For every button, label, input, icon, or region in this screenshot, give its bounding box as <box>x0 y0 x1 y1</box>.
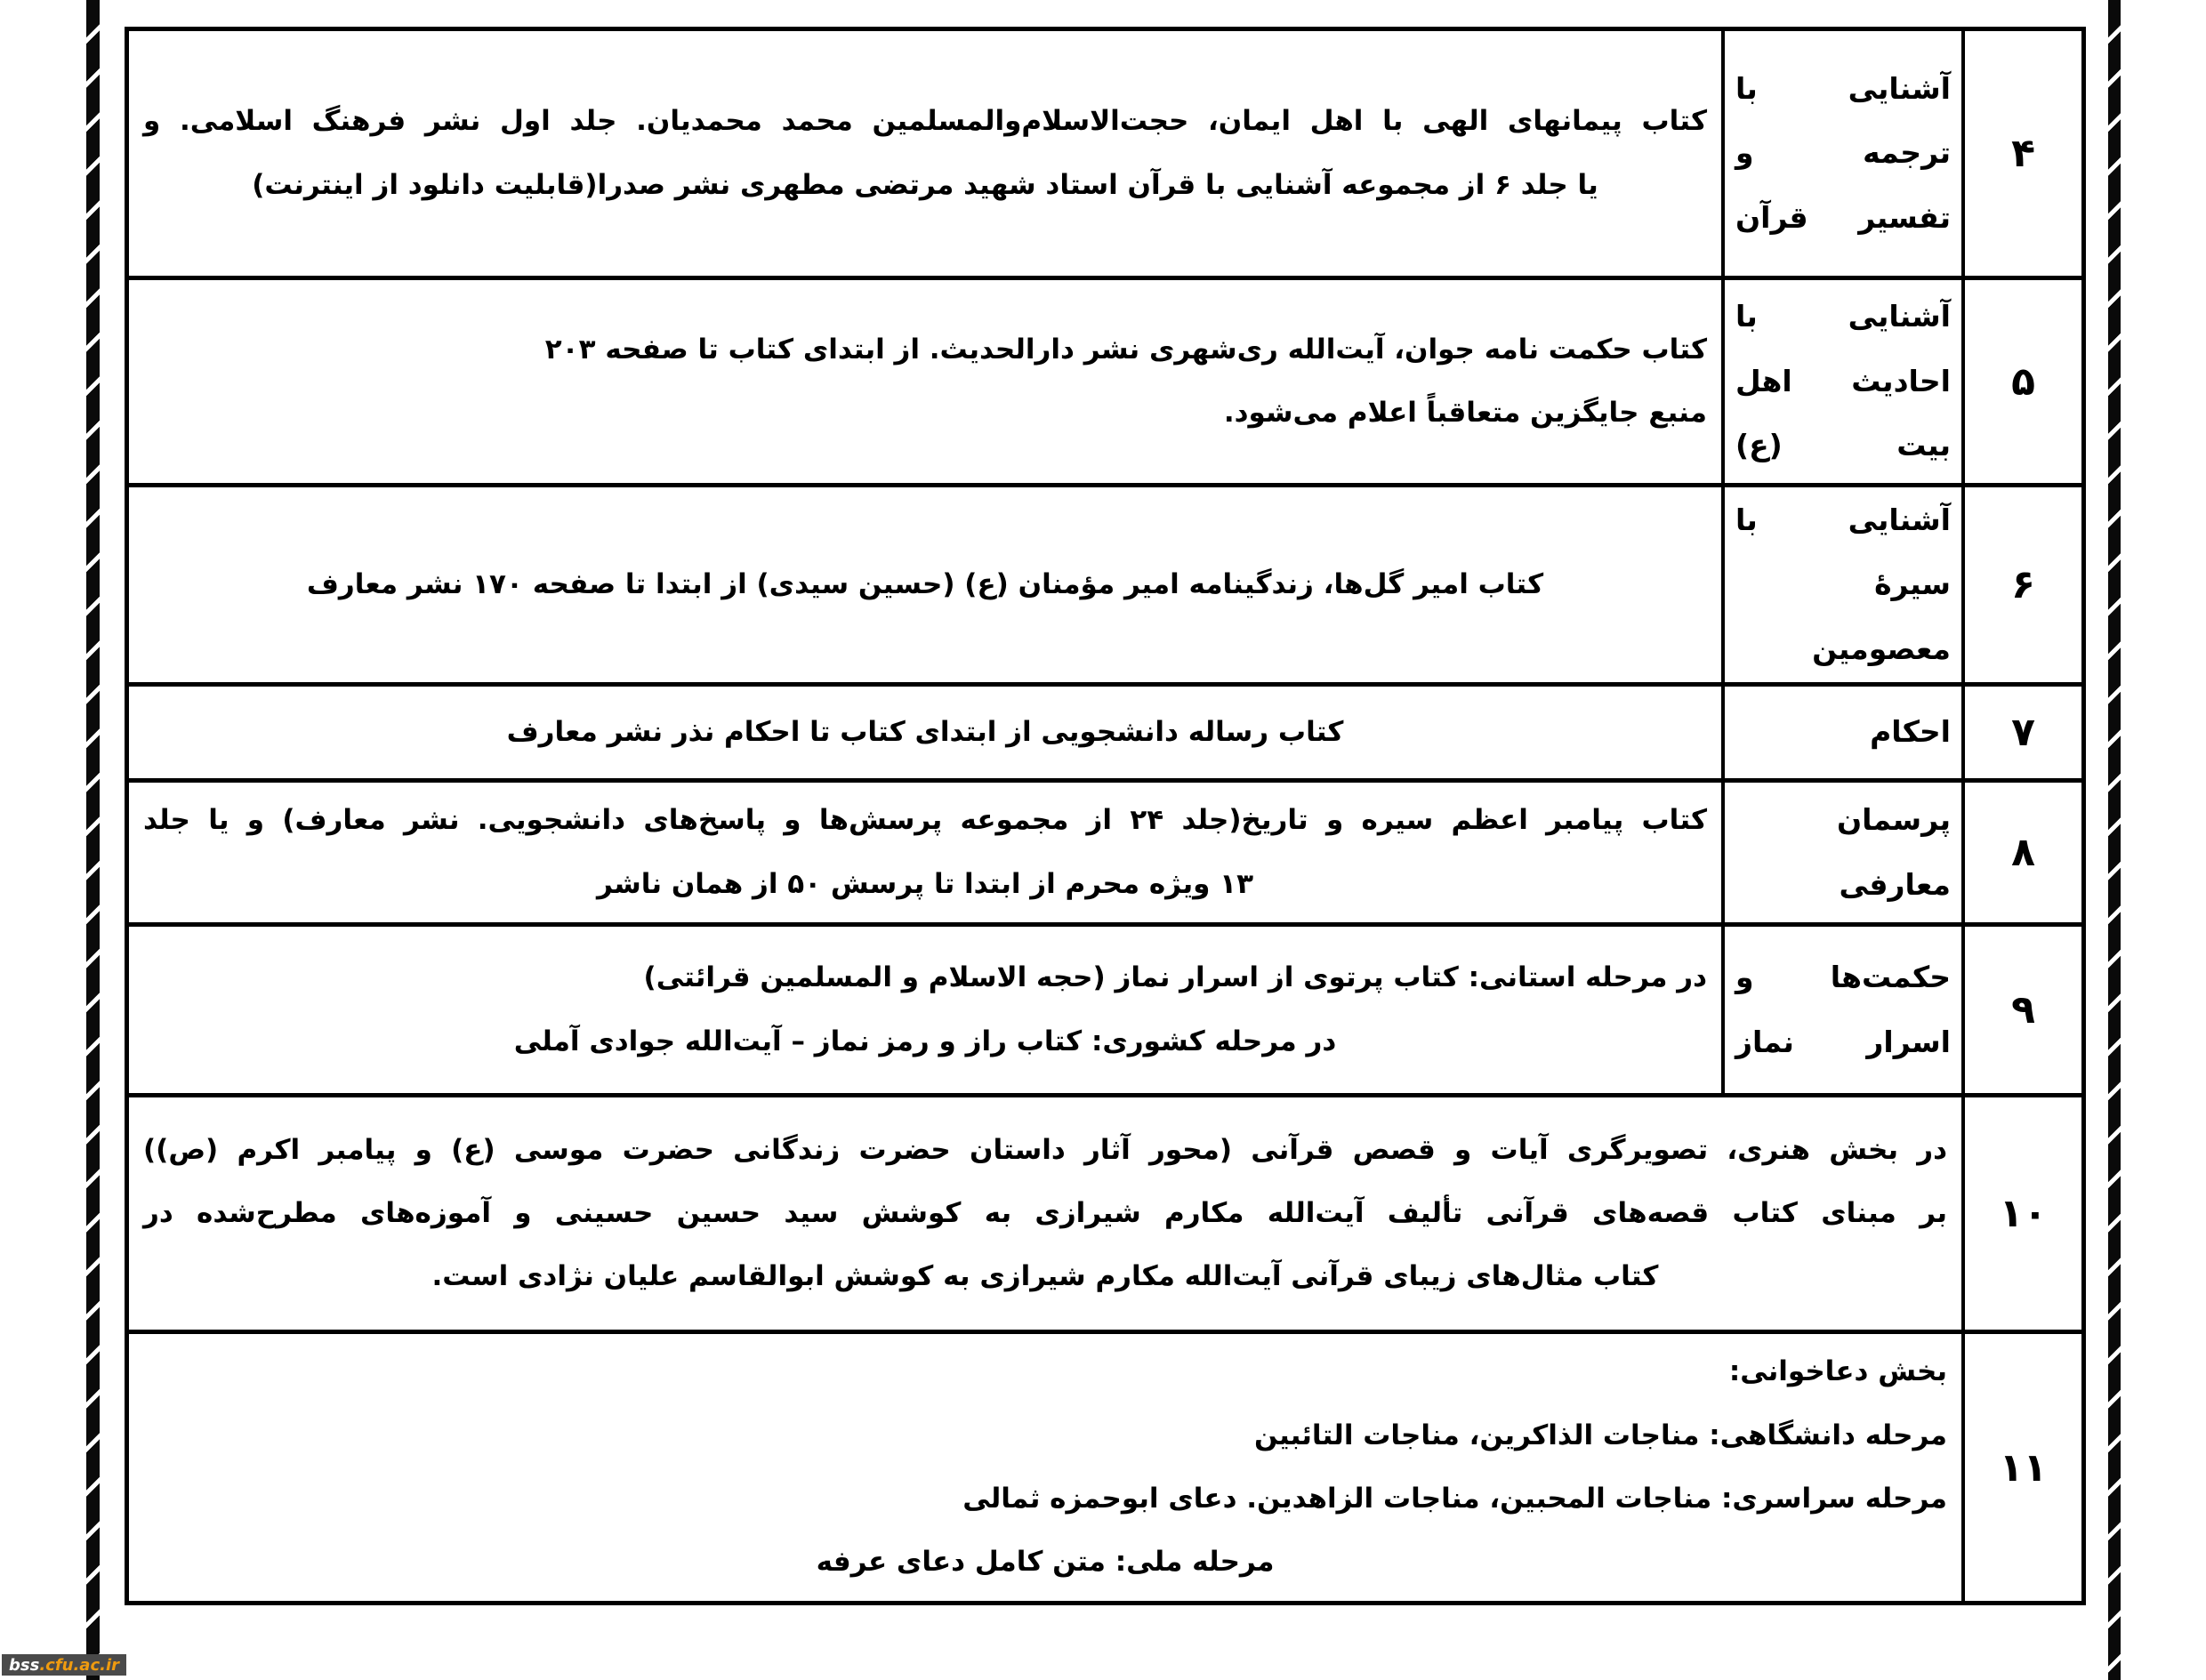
watermark <box>2 1654 126 1676</box>
row-number-cell <box>1961 487 2081 682</box>
description-line: در مرحله استانی: کتاب پرتوی از اسرار نماز (حجه الاسلام و المسلمین قرائتی) <box>643 961 1707 994</box>
row-number: ۱۱ <box>1999 1444 2048 1491</box>
description-line: ۱۳ ویژه محرم از ابتدا تا پرسش ۵۰ از همان ناشر <box>597 867 1253 900</box>
category-cell <box>1721 487 1961 682</box>
category-cell <box>1721 783 1961 922</box>
table-row <box>129 31 2081 280</box>
description-cell <box>129 280 1721 483</box>
row-number: ۱۰ <box>1999 1191 2048 1236</box>
description-cell <box>129 31 1721 276</box>
rules-table <box>125 27 2086 1605</box>
category-line: سیرهٔ <box>1874 567 1951 602</box>
table-row <box>129 687 2081 783</box>
description-line: مرحله سراسری: مناجات المحبین، مناجات الزاهدین. دعای ابوحمزه ثمالی <box>962 1483 1947 1515</box>
table-row <box>129 927 2081 1097</box>
category-line: حکمت‌ها و <box>1735 959 1951 994</box>
description-line: کتاب امیر گل‌ها، زندگینامه امیر مؤمنان (ع) (حسین سیدی) از ابتدا تا صفحه ۱۷۰ نشر معارف <box>306 567 1544 600</box>
category-cell <box>1721 31 1961 276</box>
description-line: یا جلد ۶ از مجموعه آشنایی با قرآن استاد شهید مرتضی مطهری نشر صدرا(قابلیت دانلود از اینترنت) <box>252 168 1598 201</box>
description-line: در بخش هنری، تصویرگری آیات و قصص قرآنی (محور آثار داستان حضرت زندگانی حضرت موسی (ع) و پیامبر اکرم (ص)) <box>143 1133 1947 1166</box>
category-cell <box>1721 687 1961 778</box>
table-row <box>129 783 2081 927</box>
table-row <box>129 1097 2081 1334</box>
category-line: ترجمه و <box>1735 135 1951 171</box>
category-cell <box>1721 280 1961 483</box>
row-number: ۵ <box>2011 358 2035 405</box>
striped-border-right <box>2108 0 2121 1680</box>
row-number: ۴ <box>2011 131 2035 176</box>
category-line: پرسمان <box>1836 801 1951 837</box>
row-number-cell <box>1961 1334 2081 1601</box>
description-line: کتاب رساله دانشجویی از ابتدای کتاب تا احکام نذر نشر معارف <box>506 715 1344 748</box>
description-cell <box>129 1097 1961 1330</box>
category-line: آشنایی با <box>1735 70 1951 106</box>
row-number: ۸ <box>2011 830 2035 875</box>
row-number-cell <box>1961 783 2081 922</box>
description-line: بخش دعاخوانی: <box>1728 1355 1947 1388</box>
category-line: معارفی <box>1839 866 1951 902</box>
row-number-cell <box>1961 280 2081 483</box>
category-line: اسرار نماز <box>1735 1024 1951 1059</box>
description-cell <box>129 927 1721 1093</box>
description-line: منبع جایگزین متعاقباً اعلام می‌شود. <box>1223 397 1707 429</box>
description-line: کتاب مثال‌های زیبای قرآنی آیت‌الله مکارم شیرازی به کوشش ابوالقاسم علیان نژادی است. <box>431 1260 1659 1293</box>
description-cell <box>129 783 1721 922</box>
watermark-prefix: bss <box>9 1655 40 1675</box>
row-number: ۹ <box>2011 987 2035 1033</box>
description-cell <box>129 1334 1961 1601</box>
description-cell <box>129 687 1721 778</box>
table-row <box>129 1334 2081 1601</box>
description-line: کتاب حکمت نامه جوان، آیت‌الله ری‌شهری نشر دارالحدیث. از ابتدای کتاب تا صفحه ۲۰۳ <box>544 333 1707 366</box>
category-line: آشنایی با <box>1735 299 1951 334</box>
row-number-cell <box>1961 687 2081 778</box>
row-number-cell <box>1961 927 2081 1093</box>
row-number-cell <box>1961 1097 2081 1330</box>
striped-border-left <box>86 0 100 1680</box>
row-number-cell <box>1961 31 2081 276</box>
table-row <box>129 280 2081 487</box>
watermark-suffix: .cfu.ac.ir <box>39 1655 120 1675</box>
description-line: مرحله ملی: متن کامل دعای عرفه <box>816 1546 1275 1579</box>
category-line: آشنایی با <box>1735 502 1951 537</box>
table-row <box>129 487 2081 687</box>
category-line: احادیث اهل <box>1735 363 1951 398</box>
description-cell <box>129 487 1721 682</box>
row-number: ۶ <box>2011 562 2035 607</box>
category-cell <box>1721 927 1961 1093</box>
description-line: در مرحله کشوری: کتاب راز و رمز نماز – آیت‌الله جوادی آملی <box>513 1025 1337 1057</box>
description-line: بر مبنای کتاب قصه‌های قرآنی تألیف آیت‌الله مکارم شیرازی به کوشش سید حسین حسینی و آموزه‌های مطرح‌شده در <box>143 1196 1947 1229</box>
description-line: کتاب پیامبر اعظم سیره و تاریخ(جلد ۲۴ از مجموعه پرسش‌ها و پاسخ‌های دانشجویی. نشر معارف) و یا جلد <box>143 804 1708 837</box>
row-number: ۷ <box>2011 710 2035 755</box>
description-line: کتاب پیمانهای الهی با اهل ایمان، حجت‌الاسلام‌والمسلمین محمد محمدیان. جلد اول نشر فرهنگ اسلامی. و <box>143 105 1707 138</box>
category-line: بیت (ع) <box>1735 428 1951 463</box>
category-line: معصومین <box>1812 631 1951 666</box>
description-line: مرحله دانشگاهی: مناجات الذاکرین، مناجات التائبین <box>1254 1419 1947 1451</box>
category-line: تفسیر قرآن <box>1735 199 1951 235</box>
category-line: احکام <box>1870 714 1951 750</box>
